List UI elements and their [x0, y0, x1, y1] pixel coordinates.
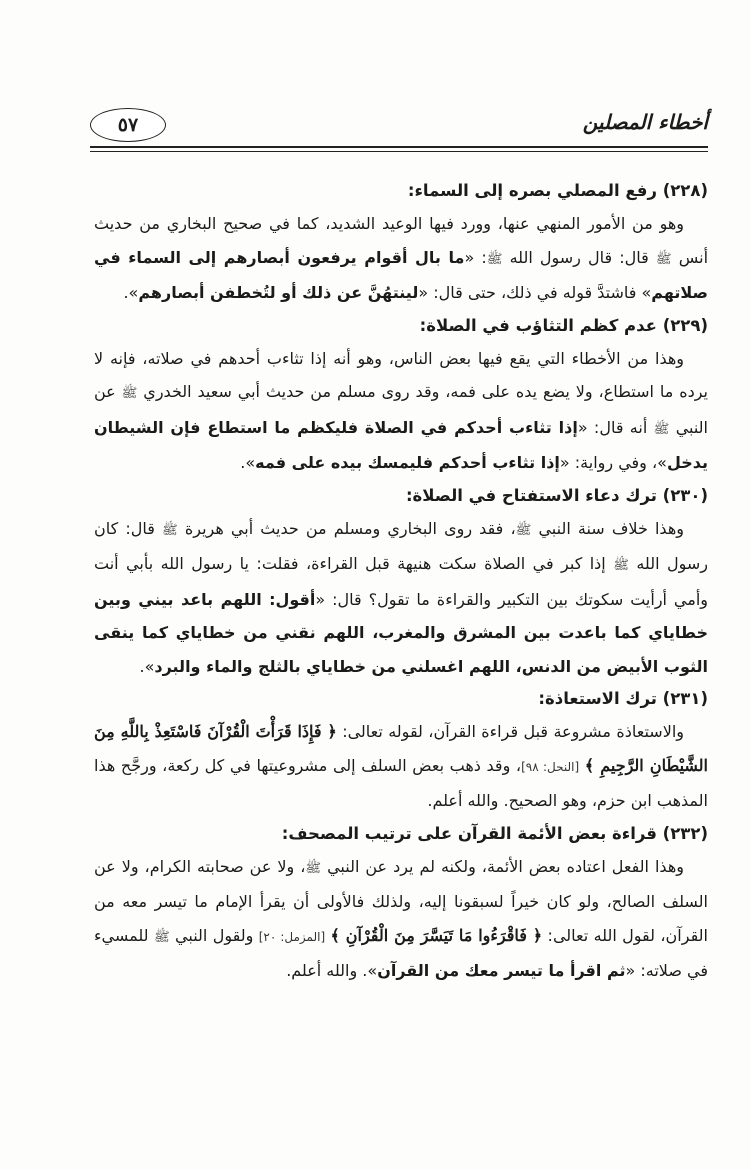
section-heading-230: (٢٣٠) ترك دعاء الاستفتاح في الصلاة: — [405, 485, 708, 505]
section-paragraph-228 — [94, 207, 708, 310]
section-paragraph-229 — [94, 342, 708, 480]
verse-reference: [النحل: ٩٨] — [521, 759, 580, 774]
text-run: ، فقد روى البخاري ومسلم من حديث أبي هريرة — [184, 518, 516, 538]
text-run: ، ولا عن صحابته الكرام، ولا عن السلف الصالح، ولو كان خيراً لسبقونا إليه، ولذلك فالأولى أن يقرأ الإمام ما تيسر معه من القرآن، لقول الله تعالى: — [94, 856, 708, 945]
text-run: والاستعاذة مشروعة قبل قراءة القرآن، لقوله تعالى: — [342, 722, 684, 741]
text-run: »، وفي رواية: « — [559, 453, 667, 472]
hadith-quote: أقول: اللهم باعد بيني وبين خطاياي كما باعدت بين المشرق والمغرب، اللهم نقني من خطاياي كما ينقى الثوب الأبيض من الدنس، اللهم اغسلني من خطاياي بالثلج والماء والبرد — [94, 589, 708, 676]
hadith-quote: ما بال أقوام يرفعون أبصارهم إلى السماء في صلاتهم — [94, 247, 708, 302]
text-run: ، وقد ذهب بعض السلف إلى مشروعيتها في كل ركعة، ورجَّح هذا المذهب ابن حزم، وهو الصحيح. والله أعلم. — [94, 755, 708, 810]
text-run: للمسيء في صلاته: « — [94, 925, 708, 980]
text-run: عن النبي — [94, 382, 708, 437]
section-paragraph-230 — [94, 512, 708, 684]
running-title: أخطاء المصلين — [582, 110, 708, 134]
hadith-quote: لينتهُنَّ عن ذلك أو لتُخطفن أبصارهم — [138, 283, 419, 302]
text-run: وهو من الأمور المنهي عنها، وورد فيها الوعيد الشديد، كما في صحيح البخاري من حديث أنس — [94, 214, 709, 267]
text-run: ». — [139, 656, 155, 676]
hadith-quote: إذا تثاءب أحدكم فليمسك بيده على فمه — [255, 453, 560, 472]
text-run: : « — [464, 247, 487, 267]
text-run: وهذا خلاف سنة النبي — [538, 518, 684, 538]
text-run: قال: كان رسول الله — [94, 518, 708, 573]
section-heading-231: (٢٣١) ترك الاستعاذة: — [538, 689, 708, 708]
text-run: وهذا الفعل اعتاده بعض الأئمة، ولكنه لم يرد عن النبي — [327, 856, 684, 876]
page-number: ٥٧ — [117, 114, 139, 136]
verse-reference: [المزمل: ٢٠] — [258, 929, 326, 944]
text-run: ». — [123, 283, 139, 302]
text-run: ولقول النبي — [175, 925, 254, 945]
page-body — [94, 175, 708, 988]
honorific-symbol: ﷺ — [613, 558, 629, 573]
text-run: إذا كبر في الصلاة سكت هنيهة قبل القراءة، فقلت: يا رسول الله بأبي أنت وأمي أرأيت سكوتك بين التكبير والقراءة ما تقول؟ قال: « — [94, 554, 709, 609]
section-paragraph-232 — [94, 850, 708, 988]
honorific-symbol: ﷺ — [162, 522, 178, 538]
text-run: ». والله أعلم. — [286, 961, 378, 980]
quran-verse: ﴿ فَاقْرَءُوا مَا تَيَسَّرَ مِنَ الْقُرْآنِ ﴾ — [330, 925, 543, 945]
quran-verse: ﴿ فَإِذَا قَرَأْتَ الْقُرْآنَ فَاسْتَعِذْ بِاللَّهِ مِنَ الشَّيْطَانِ الرَّجِيمِ ﴾ — [94, 722, 709, 775]
honorific-symbol: ﷺ — [305, 860, 322, 876]
section-heading-232: (٢٣٢) قراءة بعض الأئمة القرآن على ترتيب المصحف: — [281, 823, 708, 843]
hadith-quote: ثم اقرأ ما تيسر معك من القرآن — [377, 961, 626, 980]
section-paragraph-231 — [94, 715, 708, 818]
honorific-symbol: ﷺ — [653, 421, 670, 437]
honorific-symbol: ﷺ — [486, 251, 503, 267]
text-run: ». — [240, 453, 256, 472]
honorific-symbol: ﷺ — [655, 251, 672, 267]
text-run: » فاشتدَّ قوله في ذلك، حتى قال: « — [418, 283, 652, 302]
hadith-quote: إذا تثاءب أحدكم في الصلاة فليكظم ما استطاع فإن الشيطان يدخل — [94, 417, 708, 472]
honorific-symbol: ﷺ — [153, 929, 170, 945]
page-number-badge — [90, 108, 166, 142]
honorific-symbol: ﷺ — [515, 522, 532, 538]
page-header — [90, 108, 708, 158]
honorific-symbol: ﷺ — [121, 386, 138, 401]
section-heading-229: (٢٢٩) عدم كظم التثاؤب في الصلاة: — [419, 315, 708, 335]
text-run: قال: قال رسول الله — [509, 247, 649, 267]
section-heading-228: (٢٢٨) رفع المصلي بصره إلى السماء: — [407, 181, 708, 200]
text-run: أنه قال: « — [577, 417, 648, 437]
header-rule-thin — [90, 151, 708, 152]
text-run: وهذا من الأخطاء التي يقع فيها بعض الناس، وهو أنه إذا تثاءب أحدهم في صلاته، فإنه لا يرده ما استطاع، ولا يضع يده على فمه، وقد روى مسلم من حديث أبي سعيد الخدري — [94, 348, 708, 401]
header-rule — [90, 146, 708, 148]
